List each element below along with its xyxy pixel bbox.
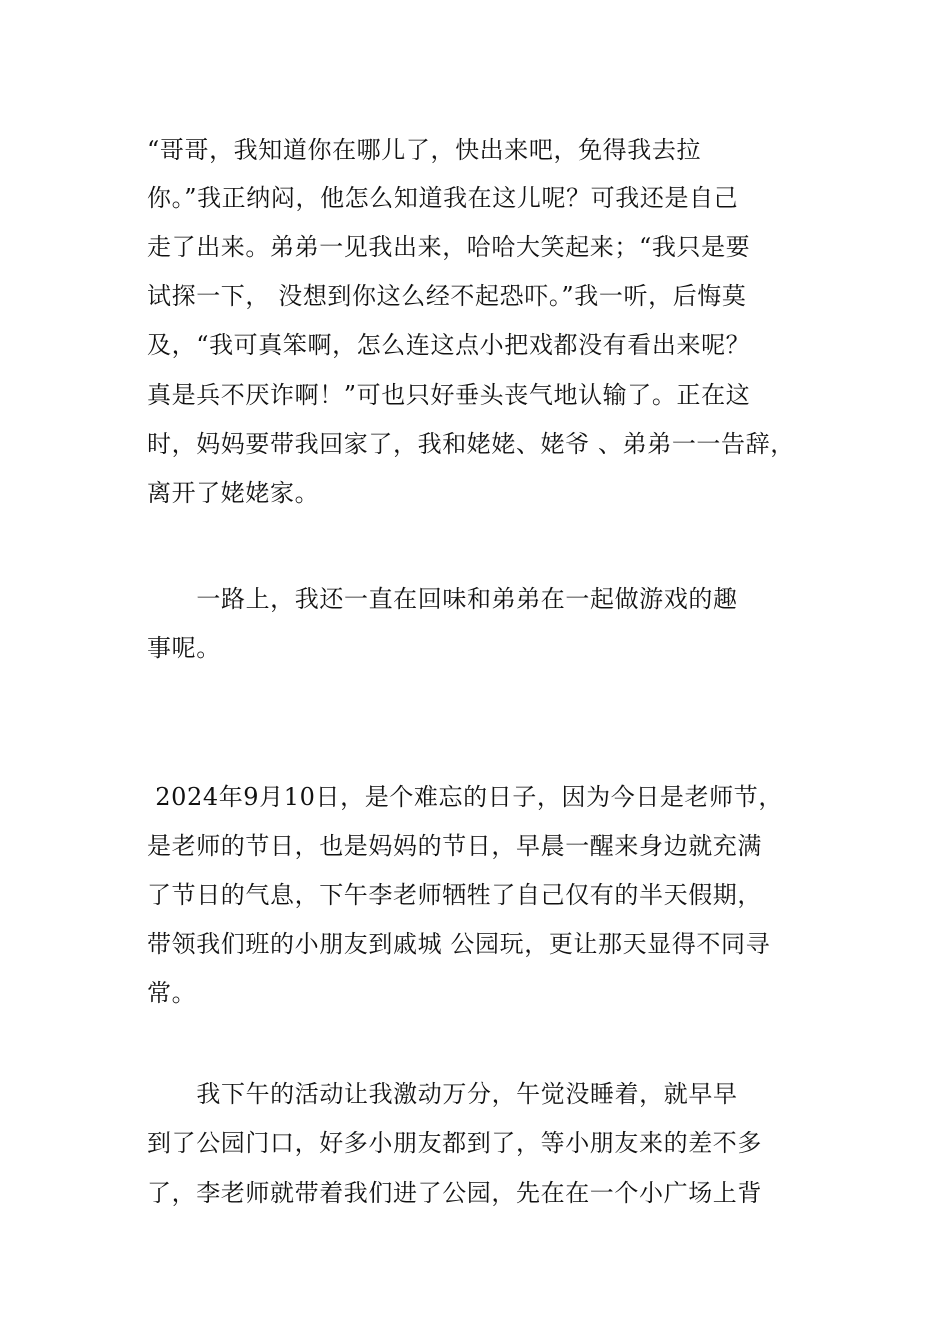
text-line: 了，李老师就带着我们进了公园，先在在一个小广场上背	[147, 1179, 762, 1207]
text-line: 事呢。	[147, 634, 221, 662]
text-line: 离开了姥姥家。	[147, 479, 320, 507]
text-line: 一路上，我还一直在回味和弟弟在一起做游戏的趣	[147, 585, 738, 613]
text-line: 走了出来。弟弟一见我出来，哈哈大笑起来；“我只是要	[147, 233, 751, 261]
text-line: 是老师的节日，也是妈妈的节日，早晨一醒来身边就充满	[147, 832, 762, 860]
text-line: 时，妈妈要带我回家了，我和姥姥、姥爷 、弟弟一一告辞，	[147, 430, 795, 458]
text-line: 了节日的气息，下午李老师牺牲了自己仅有的半天假期，	[147, 881, 762, 909]
text-line: 带领我们班的小朋友到戚城 公园玩，更让那天显得不同寻	[147, 930, 771, 958]
text-line: 试探一下， 没想到你这么经不起恐吓。”我一听，后悔莫	[147, 282, 747, 310]
text-line: “哥哥，我知道你在哪儿了，快出来吧，免得我去拉	[147, 136, 702, 164]
text-line: 2024年9月10日，是个难忘的日子，因为今日是老师节，	[147, 783, 783, 811]
text-line: 及，“我可真笨啊，怎么连这点小把戏都没有看出来呢？	[147, 331, 751, 359]
text-line: 到了公园门口，好多小朋友都到了，等小朋友来的差不多	[147, 1129, 762, 1157]
text-line: 我下午的活动让我激动万分，午觉没睡着，就早早	[147, 1080, 738, 1108]
text-line: 常。	[147, 979, 197, 1007]
text-line: 你。”我正纳闷，他怎么知道我在这儿呢？可我还是自己	[147, 184, 739, 212]
text-line: 真是兵不厌诈啊！”可也只好垂头丧气地认输了。正在这	[147, 381, 751, 409]
